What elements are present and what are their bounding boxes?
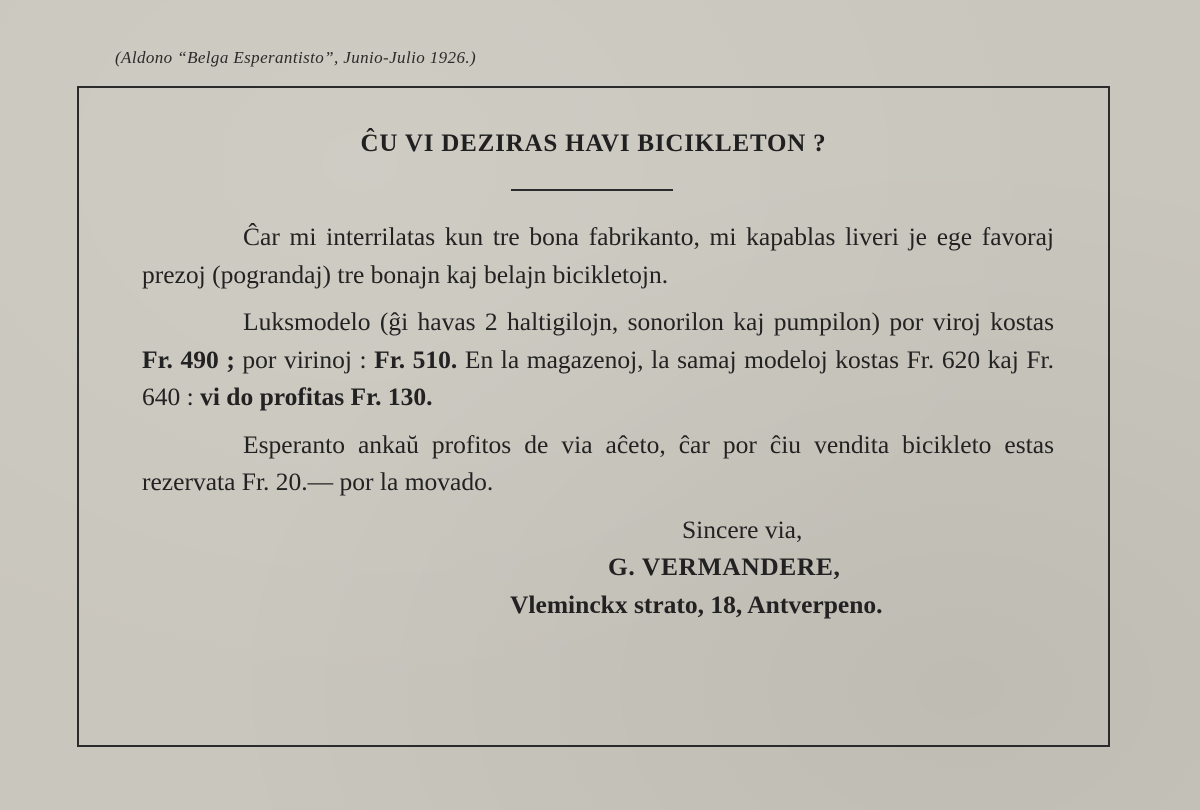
paragraph-esperanto bbox=[142, 426, 1054, 501]
paragraph-prices bbox=[142, 303, 1054, 416]
source-note: (Aldono “Belga Esperantisto”, Junio-Julio 1926.) bbox=[115, 48, 477, 67]
paragraph-intro bbox=[142, 218, 1054, 293]
advertisement-heading: ĈU VI DEZIRAS HAVI BICIKLETON ? bbox=[360, 130, 827, 157]
signer-name: G. VERMANDERE, bbox=[608, 552, 841, 581]
prices-text-part2: por virinoj : bbox=[234, 344, 375, 374]
prices-text-part1: Luksmodelo (ĝi havas 2 haltigilojn, sonorilon kaj pumpilon) por viroj kostas bbox=[243, 307, 1054, 336]
bordered-frame bbox=[77, 86, 1110, 747]
prices-text-part3: En la magazenoj, la samaj modeloj kostas Fr. 620 kaj Fr. 640 : bbox=[142, 344, 1054, 411]
closing-salutation: Sincere via, bbox=[682, 514, 803, 544]
advertisement-body bbox=[142, 218, 1054, 623]
signer-address: Vleminckx strato, 18, Antverpeno. bbox=[510, 589, 883, 619]
profit-amount: vi do profitas Fr. 130. bbox=[200, 382, 433, 411]
men-price: Fr. 490 ; bbox=[142, 344, 235, 374]
paragraph-esperanto-text: Esperanto ankaŭ profitos de via aĉeto, ĉar por ĉiu vendita bicikleto estas rezervata Fr. 20.— por la movado. bbox=[142, 429, 1054, 496]
heading-divider bbox=[511, 189, 673, 191]
signature-block bbox=[142, 511, 1054, 624]
paragraph-intro-text: Ĉar mi interrilatas kun tre bona fabrikanto, mi kapablas liveri je ege favoraj prezoj (pograndaj) tre bonajn kaj belajn bicikletojn. bbox=[142, 222, 1054, 289]
women-price: Fr. 510. bbox=[374, 344, 458, 374]
